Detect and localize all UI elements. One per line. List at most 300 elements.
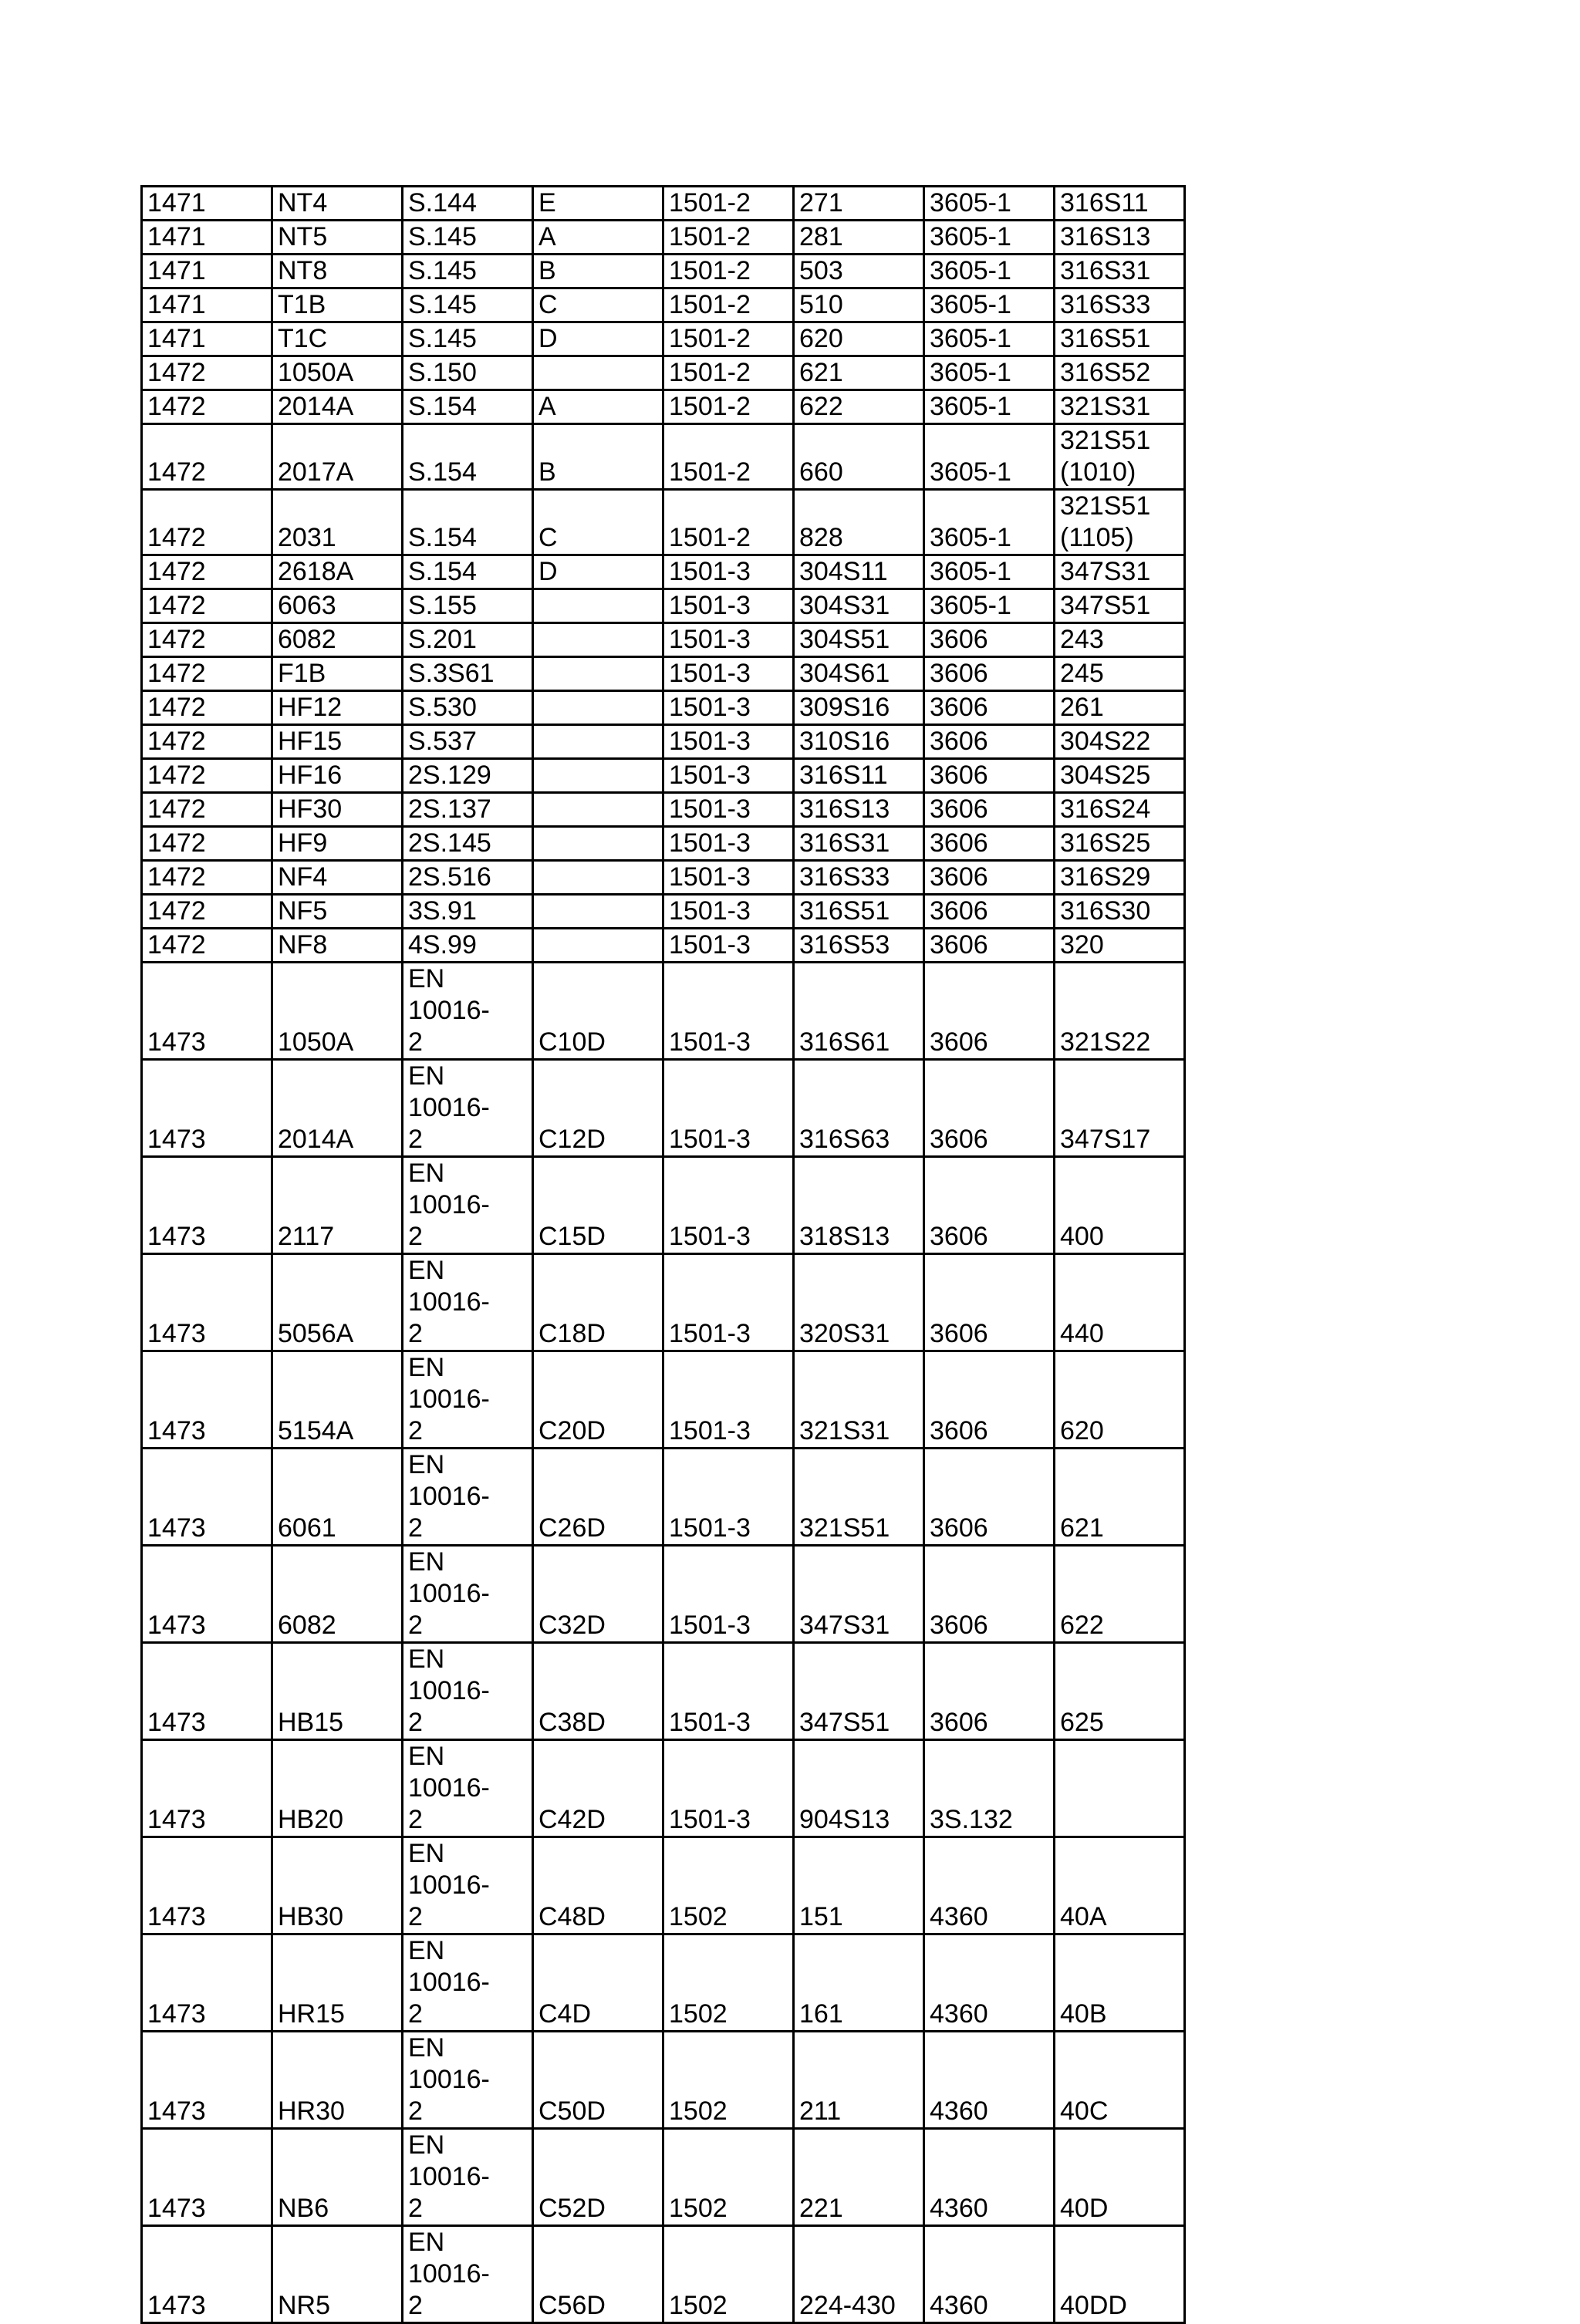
table-row bbox=[142, 725, 1185, 759]
table-cell: 904S13 bbox=[794, 1740, 924, 1837]
table-cell: 316S61 bbox=[794, 963, 924, 1060]
table-cell: 316S13 bbox=[794, 793, 924, 827]
table-cell: 304S11 bbox=[794, 555, 924, 589]
table-cell: 1501-3 bbox=[663, 861, 794, 895]
table-cell: 4360 bbox=[924, 2129, 1055, 2226]
table-cell: EN 10016- 2 bbox=[403, 2129, 533, 2226]
table-cell: NF4 bbox=[272, 861, 403, 895]
table-cell bbox=[533, 759, 663, 793]
table-cell: 1501-3 bbox=[663, 691, 794, 725]
table-cell: 1501-3 bbox=[663, 1449, 794, 1546]
table-cell: EN 10016- 2 bbox=[403, 2226, 533, 2323]
table-row bbox=[142, 2032, 1185, 2129]
table-cell: C18D bbox=[533, 1254, 663, 1351]
table-cell: 3605-1 bbox=[924, 490, 1055, 555]
table-cell: 1050A bbox=[272, 963, 403, 1060]
table-cell: 1473 bbox=[142, 2032, 272, 2129]
table-cell: 1501-2 bbox=[663, 490, 794, 555]
table-cell: EN 10016- 2 bbox=[403, 1546, 533, 1643]
table-cell: HR30 bbox=[272, 2032, 403, 2129]
table-cell: A bbox=[533, 221, 663, 255]
table-cell: 316S31 bbox=[1055, 255, 1185, 288]
table-cell: S.145 bbox=[403, 322, 533, 356]
table-cell: 2117 bbox=[272, 1157, 403, 1254]
table-cell: C42D bbox=[533, 1740, 663, 1837]
table-cell: 1471 bbox=[142, 322, 272, 356]
table-cell: S.145 bbox=[403, 255, 533, 288]
table-cell: 1472 bbox=[142, 390, 272, 424]
table-cell: 1472 bbox=[142, 589, 272, 623]
table-cell: 316S29 bbox=[1055, 861, 1185, 895]
table-cell: 224-430 bbox=[794, 2226, 924, 2323]
table-cell: 3605-1 bbox=[924, 255, 1055, 288]
table-cell: 310S16 bbox=[794, 725, 924, 759]
table-cell: 1473 bbox=[142, 1740, 272, 1837]
table-cell: 5154A bbox=[272, 1351, 403, 1449]
table-cell: S.155 bbox=[403, 589, 533, 623]
table-cell: 1473 bbox=[142, 1157, 272, 1254]
table-cell: EN 10016- 2 bbox=[403, 1351, 533, 1449]
table-cell: A bbox=[533, 390, 663, 424]
table-cell: 321S51 (1105) bbox=[1055, 490, 1185, 555]
table-cell: EN 10016- 2 bbox=[403, 1837, 533, 1934]
table-cell: 1471 bbox=[142, 187, 272, 221]
table-row bbox=[142, 255, 1185, 288]
table-row bbox=[142, 793, 1185, 827]
table-cell: 1501-3 bbox=[663, 793, 794, 827]
table-cell: 3605-1 bbox=[924, 221, 1055, 255]
table-row bbox=[142, 657, 1185, 691]
table-cell: D bbox=[533, 322, 663, 356]
table-cell: 1501-3 bbox=[663, 657, 794, 691]
table-cell: C56D bbox=[533, 2226, 663, 2323]
table-cell: 1472 bbox=[142, 490, 272, 555]
table-cell: 1502 bbox=[663, 1837, 794, 1934]
table-row bbox=[142, 929, 1185, 963]
table-cell: 1472 bbox=[142, 861, 272, 895]
table-cell: 1501-2 bbox=[663, 390, 794, 424]
table-cell: 503 bbox=[794, 255, 924, 288]
table-cell: 6061 bbox=[272, 1449, 403, 1546]
table-cell: 3605-1 bbox=[924, 424, 1055, 490]
table-cell: 620 bbox=[1055, 1351, 1185, 1449]
table-cell bbox=[533, 861, 663, 895]
table-cell: C50D bbox=[533, 2032, 663, 2129]
table-cell: C15D bbox=[533, 1157, 663, 1254]
table-cell: 321S51 (1010) bbox=[1055, 424, 1185, 490]
table-cell: 318S13 bbox=[794, 1157, 924, 1254]
table-cell: 400 bbox=[1055, 1157, 1185, 1254]
table-cell: 321S22 bbox=[1055, 963, 1185, 1060]
table-cell: C52D bbox=[533, 2129, 663, 2226]
table-cell: 4360 bbox=[924, 1934, 1055, 2032]
table-cell: 1501-3 bbox=[663, 1351, 794, 1449]
table-row bbox=[142, 1837, 1185, 1934]
table-cell: HB20 bbox=[272, 1740, 403, 1837]
table-cell: 6082 bbox=[272, 623, 403, 657]
table-cell: 1501-3 bbox=[663, 1157, 794, 1254]
table-cell: S.150 bbox=[403, 356, 533, 390]
table-cell: 3605-1 bbox=[924, 288, 1055, 322]
table-body bbox=[142, 187, 1185, 2323]
table-cell bbox=[533, 725, 663, 759]
table-row bbox=[142, 2129, 1185, 2226]
table-cell bbox=[533, 589, 663, 623]
table-cell: 1472 bbox=[142, 929, 272, 963]
table-cell: 316S31 bbox=[794, 827, 924, 861]
table-cell: S.201 bbox=[403, 623, 533, 657]
table-cell: 1502 bbox=[663, 2032, 794, 2129]
table-cell bbox=[533, 623, 663, 657]
table-cell: 281 bbox=[794, 221, 924, 255]
table-cell: 316S53 bbox=[794, 929, 924, 963]
table-cell: 1472 bbox=[142, 895, 272, 929]
table-cell: 1473 bbox=[142, 1934, 272, 2032]
table-cell: 304S22 bbox=[1055, 725, 1185, 759]
table-cell: 660 bbox=[794, 424, 924, 490]
table-cell: 622 bbox=[1055, 1546, 1185, 1643]
table-cell: 1501-3 bbox=[663, 555, 794, 589]
table-cell: 261 bbox=[1055, 691, 1185, 725]
table-cell: 1502 bbox=[663, 1934, 794, 2032]
table-row bbox=[142, 1157, 1185, 1254]
table-cell: S.154 bbox=[403, 490, 533, 555]
table-row bbox=[142, 861, 1185, 895]
table-cell: 316S11 bbox=[794, 759, 924, 793]
table-row bbox=[142, 1643, 1185, 1740]
table-cell: 304S61 bbox=[794, 657, 924, 691]
table-cell: EN 10016- 2 bbox=[403, 1060, 533, 1157]
table-cell: B bbox=[533, 424, 663, 490]
table-cell: 320 bbox=[1055, 929, 1185, 963]
table-row bbox=[142, 490, 1185, 555]
table-cell: 3605-1 bbox=[924, 589, 1055, 623]
table-cell: 1472 bbox=[142, 623, 272, 657]
table-cell: D bbox=[533, 555, 663, 589]
table-cell: EN 10016- 2 bbox=[403, 1934, 533, 2032]
table-cell: 1501-2 bbox=[663, 221, 794, 255]
standards-table bbox=[140, 185, 1186, 2324]
table-cell: 1472 bbox=[142, 657, 272, 691]
table-cell: C20D bbox=[533, 1351, 663, 1449]
table-row bbox=[142, 187, 1185, 221]
table-cell: 40C bbox=[1055, 2032, 1185, 2129]
table-cell: 347S51 bbox=[1055, 589, 1185, 623]
table-cell: 1472 bbox=[142, 725, 272, 759]
table-cell: 1501-3 bbox=[663, 827, 794, 861]
table-cell: 3605-1 bbox=[924, 356, 1055, 390]
table-cell: S.144 bbox=[403, 187, 533, 221]
table-cell: 3606 bbox=[924, 827, 1055, 861]
table-cell: 3605-1 bbox=[924, 555, 1055, 589]
table-cell: 1471 bbox=[142, 255, 272, 288]
table-cell: 1501-2 bbox=[663, 424, 794, 490]
table-row bbox=[142, 1546, 1185, 1643]
table-cell: 161 bbox=[794, 1934, 924, 2032]
table-cell: 440 bbox=[1055, 1254, 1185, 1351]
table-cell bbox=[533, 356, 663, 390]
table-row bbox=[142, 691, 1185, 725]
table-cell: 1473 bbox=[142, 2226, 272, 2323]
table-cell: 3605-1 bbox=[924, 322, 1055, 356]
table-cell: 316S25 bbox=[1055, 827, 1185, 861]
table-cell: 3S.132 bbox=[924, 1740, 1055, 1837]
table-cell: 1501-3 bbox=[663, 589, 794, 623]
table-row bbox=[142, 390, 1185, 424]
table-cell: 40D bbox=[1055, 2129, 1185, 2226]
table-cell: HF16 bbox=[272, 759, 403, 793]
table-cell: 828 bbox=[794, 490, 924, 555]
table-cell: 316S24 bbox=[1055, 793, 1185, 827]
table-cell: C bbox=[533, 288, 663, 322]
table-cell: 1501-3 bbox=[663, 725, 794, 759]
table-cell: HB15 bbox=[272, 1643, 403, 1740]
table-row bbox=[142, 1449, 1185, 1546]
table-cell: 316S63 bbox=[794, 1060, 924, 1157]
table-cell: S.3S61 bbox=[403, 657, 533, 691]
table-row bbox=[142, 963, 1185, 1060]
table-cell: 245 bbox=[1055, 657, 1185, 691]
table-cell: 3606 bbox=[924, 1351, 1055, 1449]
table-cell: 1501-2 bbox=[663, 322, 794, 356]
table-row bbox=[142, 288, 1185, 322]
table-cell: 3605-1 bbox=[924, 390, 1055, 424]
table-cell: 1501-3 bbox=[663, 929, 794, 963]
table-row bbox=[142, 623, 1185, 657]
table-cell: 347S51 bbox=[794, 1643, 924, 1740]
table-cell: 3606 bbox=[924, 1449, 1055, 1546]
table-cell: 1501-3 bbox=[663, 963, 794, 1060]
table-cell: C26D bbox=[533, 1449, 663, 1546]
table-cell: 1501-3 bbox=[663, 895, 794, 929]
table-cell bbox=[533, 691, 663, 725]
table-cell: 347S31 bbox=[794, 1546, 924, 1643]
table-cell: 3606 bbox=[924, 1643, 1055, 1740]
table-cell: 1501-2 bbox=[663, 356, 794, 390]
table-cell: 2017A bbox=[272, 424, 403, 490]
table-row bbox=[142, 356, 1185, 390]
table-cell: 321S31 bbox=[794, 1351, 924, 1449]
table-cell: 1472 bbox=[142, 691, 272, 725]
table-cell: 1473 bbox=[142, 1351, 272, 1449]
table-cell: S.537 bbox=[403, 725, 533, 759]
table-cell: S.145 bbox=[403, 288, 533, 322]
table-cell: 316S51 bbox=[794, 895, 924, 929]
table-cell: 271 bbox=[794, 187, 924, 221]
table-cell: 316S33 bbox=[1055, 288, 1185, 322]
table-cell: EN 10016- 2 bbox=[403, 1157, 533, 1254]
table-cell: 1472 bbox=[142, 555, 272, 589]
table-cell: 625 bbox=[1055, 1643, 1185, 1740]
table-cell: 316S51 bbox=[1055, 322, 1185, 356]
table-cell: 3606 bbox=[924, 759, 1055, 793]
table-cell: 316S52 bbox=[1055, 356, 1185, 390]
table-cell: NF5 bbox=[272, 895, 403, 929]
table-cell: 2S.137 bbox=[403, 793, 533, 827]
table-cell: NT5 bbox=[272, 221, 403, 255]
table-cell: 316S11 bbox=[1055, 187, 1185, 221]
table-cell: 3605-1 bbox=[924, 187, 1055, 221]
table-cell: 221 bbox=[794, 2129, 924, 2226]
table-cell: 347S31 bbox=[1055, 555, 1185, 589]
table-cell: EN 10016- 2 bbox=[403, 1449, 533, 1546]
table-cell: 1472 bbox=[142, 793, 272, 827]
table-cell: 3606 bbox=[924, 1254, 1055, 1351]
table-cell: HF12 bbox=[272, 691, 403, 725]
table-cell: F1B bbox=[272, 657, 403, 691]
table-cell: 1501-3 bbox=[663, 1643, 794, 1740]
table-cell: 1501-3 bbox=[663, 1740, 794, 1837]
table-cell: 621 bbox=[1055, 1449, 1185, 1546]
table-cell: C32D bbox=[533, 1546, 663, 1643]
table-cell: 3606 bbox=[924, 929, 1055, 963]
table-cell: 4360 bbox=[924, 2032, 1055, 2129]
table-cell: 3606 bbox=[924, 1060, 1055, 1157]
table-cell: S.154 bbox=[403, 390, 533, 424]
table-cell bbox=[533, 929, 663, 963]
table-cell: 620 bbox=[794, 322, 924, 356]
table-cell: 1501-3 bbox=[663, 759, 794, 793]
table-row bbox=[142, 759, 1185, 793]
table-cell bbox=[533, 793, 663, 827]
table-cell bbox=[533, 895, 663, 929]
table-cell: 6063 bbox=[272, 589, 403, 623]
table-cell: 151 bbox=[794, 1837, 924, 1934]
table-cell bbox=[533, 827, 663, 861]
table-row bbox=[142, 424, 1185, 490]
table-cell: HF15 bbox=[272, 725, 403, 759]
table-cell: 2S.129 bbox=[403, 759, 533, 793]
table-cell: T1C bbox=[272, 322, 403, 356]
table-row bbox=[142, 2226, 1185, 2323]
table-cell: E bbox=[533, 187, 663, 221]
table-cell: 2014A bbox=[272, 1060, 403, 1157]
table-cell: 309S16 bbox=[794, 691, 924, 725]
table-cell bbox=[533, 657, 663, 691]
table-cell: 3606 bbox=[924, 623, 1055, 657]
table-cell: 304S31 bbox=[794, 589, 924, 623]
table-cell: 1502 bbox=[663, 2129, 794, 2226]
table-cell: 1472 bbox=[142, 356, 272, 390]
table-cell: 3606 bbox=[924, 691, 1055, 725]
table-cell: C4D bbox=[533, 1934, 663, 2032]
table-cell: 1501-2 bbox=[663, 187, 794, 221]
table-cell: 510 bbox=[794, 288, 924, 322]
table-cell: 1472 bbox=[142, 759, 272, 793]
table-cell: 316S13 bbox=[1055, 221, 1185, 255]
table-cell: 2S.145 bbox=[403, 827, 533, 861]
table-row bbox=[142, 555, 1185, 589]
table-cell: 621 bbox=[794, 356, 924, 390]
table-cell: 1472 bbox=[142, 424, 272, 490]
table-cell: EN 10016- 2 bbox=[403, 2032, 533, 2129]
table-row bbox=[142, 895, 1185, 929]
table-cell: HF30 bbox=[272, 793, 403, 827]
table-cell: B bbox=[533, 255, 663, 288]
table-cell: 1501-3 bbox=[663, 623, 794, 657]
table-cell: 1471 bbox=[142, 288, 272, 322]
table-row bbox=[142, 1060, 1185, 1157]
table-cell: 3606 bbox=[924, 725, 1055, 759]
table-cell: C12D bbox=[533, 1060, 663, 1157]
table-cell: 4S.99 bbox=[403, 929, 533, 963]
table-cell: 4360 bbox=[924, 2226, 1055, 2323]
table-cell: 3S.91 bbox=[403, 895, 533, 929]
table-cell: S.154 bbox=[403, 555, 533, 589]
table-cell: 316S33 bbox=[794, 861, 924, 895]
table-cell: 2618A bbox=[272, 555, 403, 589]
table-row bbox=[142, 827, 1185, 861]
table-cell: S.530 bbox=[403, 691, 533, 725]
table-row bbox=[142, 221, 1185, 255]
table-cell: 316S30 bbox=[1055, 895, 1185, 929]
table-cell: 1471 bbox=[142, 221, 272, 255]
table-cell: 622 bbox=[794, 390, 924, 424]
table-cell: EN 10016- 2 bbox=[403, 963, 533, 1060]
table-cell: HF9 bbox=[272, 827, 403, 861]
table-cell: C10D bbox=[533, 963, 663, 1060]
table-cell: 1501-2 bbox=[663, 255, 794, 288]
table-cell: 1501-2 bbox=[663, 288, 794, 322]
table-cell: HR15 bbox=[272, 1934, 403, 2032]
table-cell: NB6 bbox=[272, 2129, 403, 2226]
table-cell: NR5 bbox=[272, 2226, 403, 2323]
table-cell: C bbox=[533, 490, 663, 555]
table-cell: 3606 bbox=[924, 861, 1055, 895]
table-cell: 1472 bbox=[142, 827, 272, 861]
table-cell: 304S51 bbox=[794, 623, 924, 657]
table-cell: 1501-3 bbox=[663, 1546, 794, 1643]
table-cell: 243 bbox=[1055, 623, 1185, 657]
table-cell: 320S31 bbox=[794, 1254, 924, 1351]
table-cell: 1473 bbox=[142, 1254, 272, 1351]
table-cell: EN 10016- 2 bbox=[403, 1254, 533, 1351]
table-cell: 321S51 bbox=[794, 1449, 924, 1546]
table-cell: 3606 bbox=[924, 1546, 1055, 1643]
table-cell: 1473 bbox=[142, 2129, 272, 2226]
table-cell: NT4 bbox=[272, 187, 403, 221]
table-cell: 3606 bbox=[924, 657, 1055, 691]
table-cell: 347S17 bbox=[1055, 1060, 1185, 1157]
table-row bbox=[142, 1740, 1185, 1837]
table-row bbox=[142, 1351, 1185, 1449]
table-row bbox=[142, 1934, 1185, 2032]
table-cell: 40B bbox=[1055, 1934, 1185, 2032]
table-cell: 1502 bbox=[663, 2226, 794, 2323]
table-cell: 4360 bbox=[924, 1837, 1055, 1934]
table-cell: 1473 bbox=[142, 1060, 272, 1157]
table-cell: 1050A bbox=[272, 356, 403, 390]
table-cell: 3606 bbox=[924, 963, 1055, 1060]
table-cell: 321S31 bbox=[1055, 390, 1185, 424]
table-cell: 2014A bbox=[272, 390, 403, 424]
table-cell: 1501-3 bbox=[663, 1060, 794, 1157]
table-cell: 40DD bbox=[1055, 2226, 1185, 2323]
table-cell: 3606 bbox=[924, 895, 1055, 929]
table-cell: 2S.516 bbox=[403, 861, 533, 895]
table-cell: 1473 bbox=[142, 1546, 272, 1643]
table-cell: NT8 bbox=[272, 255, 403, 288]
table-cell: 2031 bbox=[272, 490, 403, 555]
table-cell: 304S25 bbox=[1055, 759, 1185, 793]
table-cell: 1473 bbox=[142, 1837, 272, 1934]
table-cell: 40A bbox=[1055, 1837, 1185, 1934]
table-cell: T1B bbox=[272, 288, 403, 322]
table-cell: 5056A bbox=[272, 1254, 403, 1351]
table-cell: S.154 bbox=[403, 424, 533, 490]
table-cell: 6082 bbox=[272, 1546, 403, 1643]
table-cell: 1501-3 bbox=[663, 1254, 794, 1351]
